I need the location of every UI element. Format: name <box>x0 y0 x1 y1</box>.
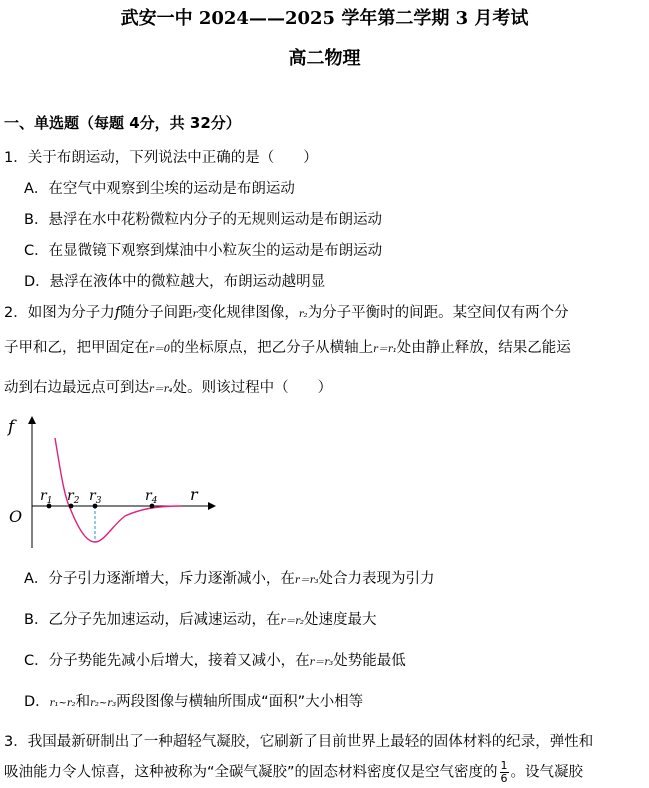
one-sixth-fraction: $\frac{1}{6}$ <box>500 759 508 785</box>
y-axis-label: f <box>8 417 15 437</box>
question-2-option-c: C．分子势能先减小后增大，接着又减小，在r＝r₃处势能最低 <box>24 653 406 669</box>
question-2-option-b: B．乙分子先加速运动，后减速运动，在r＝r₂处速度最大 <box>24 612 377 628</box>
force-curve <box>55 438 182 542</box>
r2-label: $r_2$ <box>67 488 80 506</box>
question-1-option-d: D．悬浮在液体中的微粒越大，布朗运动越明显 <box>24 274 326 290</box>
question-1-option-c: C．在显微镜下观察到煤油中小粒灰尘的运动是布朗运动 <box>24 243 383 259</box>
r1-label: $r_1$ <box>40 488 53 506</box>
question-2-option-d: D．r₁~r₂和r₂~r₃两段图像与横轴所围成“面积”大小相等 <box>24 694 364 710</box>
question-2-line-2: 子甲和乙，把甲固定在r＝0的坐标原点，把乙分子从横轴上r＝r₁处由静止释放，结果乙能运 <box>4 340 571 356</box>
force-distance-graph <box>0 408 220 558</box>
question-3-line-1: 3．我国最新研制出了一种超轻气凝胶，它刷新了目前世界上最轻的固体材料的纪录，弹性和 <box>4 734 594 750</box>
question-2-line-3: 动到右边最远点可到达r＝r₄处。则该过程中（ ） <box>4 380 333 396</box>
exam-subtitle: 高二物理 <box>288 48 361 69</box>
question-3-line-2: 吸油能力令人惊喜，这种被称为“全碳气凝胶”的固态材料密度仅是空气密度的 $\frac{1}{6}$ 。设气凝胶 <box>4 759 584 785</box>
section-heading: 一、单选题（每题 4分，共 32分） <box>4 114 241 132</box>
question-1-stem: 1．关于布朗运动，下列说法中正确的是（ ） <box>4 150 318 166</box>
question-1-option-a: A．在空气中观察到尘埃的运动是布朗运动 <box>24 181 295 197</box>
r3-label: $r_3$ <box>89 488 102 506</box>
question-1-option-b: B．悬浮在水中花粉微粒内分子的无规则运动是布朗运动 <box>24 212 382 228</box>
x-axis-label: r <box>190 485 198 504</box>
question-2-line-1: 2．如图为分子力f随分子间距r变化规律图像，r₂为分子平衡时的间距。某空间仅有两个分 <box>4 305 569 321</box>
r2-point <box>69 504 74 509</box>
question-2-option-a: A．分子引力逐渐增大，斥力逐渐减小，在r＝r₃处合力表现为引力 <box>24 571 435 587</box>
exam-title: 武安一中 2024——2025 学年第二学期 3 月考试 <box>120 8 529 29</box>
r4-label: $r_4$ <box>145 488 158 506</box>
origin-label: O <box>9 507 23 526</box>
